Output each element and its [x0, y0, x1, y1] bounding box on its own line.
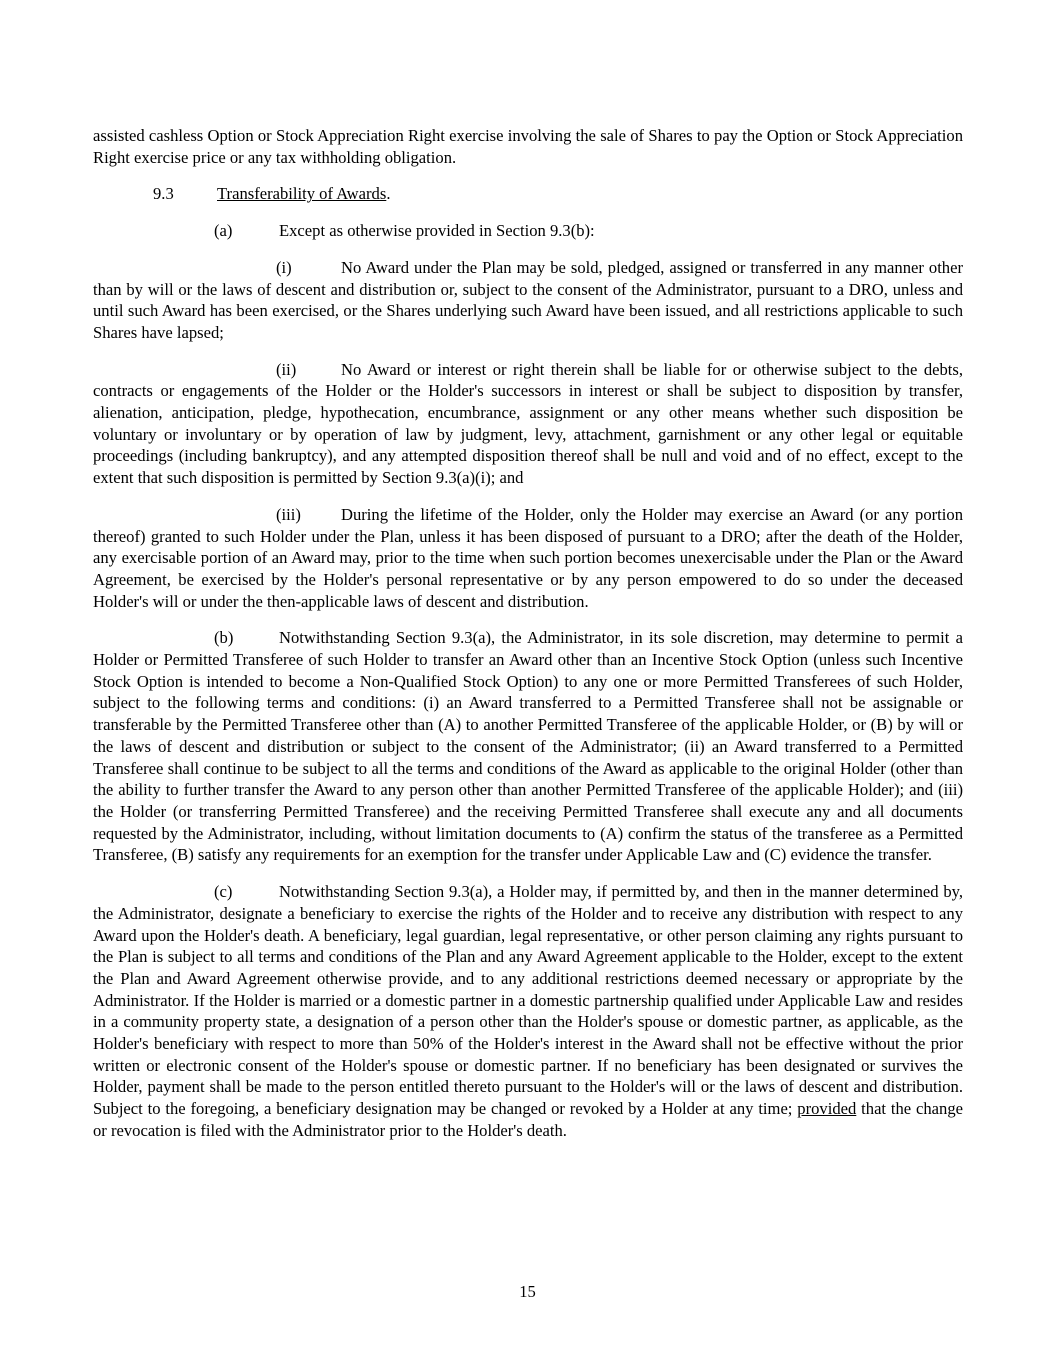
continuation-text: assisted cashless Option or Stock Appreciation Right exercise involving the sale of Shares to pay the Option or Stock Appreciation Right exercise price or any tax withholding obligation.	[93, 126, 963, 167]
clause-ii-label: (ii)	[276, 359, 297, 379]
subsection-a-label: (a)	[214, 221, 233, 241]
subsection-c-label: (c)	[214, 882, 233, 902]
continuation-paragraph	[93, 125, 963, 168]
clause-i-label: (i)	[276, 257, 292, 277]
section-heading-9-3	[93, 183, 963, 205]
provided-underlined: provided	[797, 1099, 857, 1119]
document-page	[93, 125, 963, 1157]
subsection-a-text: Except as otherwise provided in Section 9.3(b):	[279, 221, 595, 241]
section-number: 9.3	[153, 184, 174, 204]
section-title-period: .	[386, 184, 391, 204]
clause-i	[93, 257, 963, 344]
section-title: Transferability of Awards	[217, 184, 387, 204]
subsection-c-text: Notwithstanding Section 9.3(a), a Holder may, if permitted by, and then in the manner determined by, the Administrator, designate a beneficiary to exercise the rights of the Holder and to receive any distribution with respect to any Award upon the Holder's death. A beneficiary, legal guardian, legal representative, or other person claiming any rights pursuant to the Plan is subject to all terms and conditions of the Plan and any Award Agreement applicable to the Holder, except to the extent the Plan and Award Agreement otherwise provide, and to any additional restrictions deemed necessary or appropriate by the Administrator. If the Holder is married or a domestic partner in a domestic partnership qualified under Applicable Law and resides in a community property state, a designation of a person other than the Holder's spouse or domestic partner, as applicable, as the Holder's beneficiary with respect to more than 50% of the Holder's interest in the Award shall not be effective without the prior written or electronic consent of the Holder's spouse or domestic partner. If no beneficiary has been designated or survives the Holder, payment shall be made to the person entitled thereto pursuant to the Holder's will or the laws of descent and distribution. Subject to the foregoing, a beneficiary designation may be changed or revoked by a Holder at any time;	[93, 882, 963, 1119]
subsection-b	[93, 627, 963, 866]
subsection-c	[93, 881, 963, 1141]
clause-ii	[93, 359, 963, 489]
clause-ii-text: No Award or interest or right therein shall be liable for or otherwise subject to the debts, contracts or engagements of the Holder or the Holder's successors in interest or shall be subject to disposition by transfer, alienation, anticipation, pledge, hypothecation, encumbrance, assignment or any other means whether such disposition be voluntary or involuntary or by operation of law by judgment, levy, attachment, garnishment or any other legal or equitable proceedings (including bankruptcy), and any attempted disposition thereof shall be null and void and of no effect, except to the extent that such disposition is permitted by Section 9.3(a)(i); and	[93, 359, 963, 488]
page-number: 15	[519, 1282, 536, 1301]
subsection-a	[93, 220, 963, 242]
clause-iii	[93, 504, 963, 613]
clause-iii-text: During the lifetime of the Holder, only the Holder may exercise an Award (or any portion thereof) granted to such Holder under the Plan, unless it has been disposed of pursuant to a DRO; after the death of the Holder, any exercisable portion of an Award may, prior to the time when such portion becomes unexercisable under the Plan or the Award Agreement, be exercised by the Holder's personal representative or by any person empowered to do so under the deceased Holder's will or under the then-applicable laws of descent and distribution.	[93, 504, 963, 611]
subsection-c-text-end: that the change or revocation is filed with the Administrator prior to the Holder's death.	[93, 1099, 963, 1140]
clause-iii-label: (iii)	[276, 504, 301, 524]
clause-i-text: No Award under the Plan may be sold, pledged, assigned or transferred in any manner other than by will or the laws of descent and distribution or, subject to the consent of the Administrator, pursuant to a DRO, unless and until such Award has been exercised, or the Shares underlying such Award have been issued, and all restrictions applicable to such Shares have lapsed;	[93, 257, 963, 342]
subsection-b-label: (b)	[214, 628, 234, 648]
subsection-b-text: Notwithstanding Section 9.3(a), the Administrator, in its sole discretion, may determine to permit a Holder or Permitted Transferee of such Holder to transfer an Award other than an Incentive Stock Option (unless such Incentive Stock Option is intended to become a Non-Qualified Stock Option) to any one or more Permitted Transferees of such Holder, subject to the following terms and conditions: (i) an Award transferred to a Permitted Transferee shall not be assignable or transferable by the Permitted Transferee other than (A) to another Permitted Transferee of the applicable Holder, or (B) by will or the laws of descent and distribution or subject to the consent of the Administrator; (ii) an Award transferred to a Permitted Transferee shall continue to be subject to all the terms and conditions of the Award as applicable to the original Holder (other than the ability to further transfer the Award to any person other than another Permitted Transferee of the applicable Holder); and (iii) the Holder (or transferring Permitted Transferee) and the receiving Permitted Transferee shall execute any and all documents requested by the Administrator, including, without limitation documents to (A) confirm the status of the transferee as a Permitted Transferee, (B) satisfy any requirements for an exemption for the transfer under Applicable Law and (C) evidence the transfer.	[93, 628, 963, 865]
